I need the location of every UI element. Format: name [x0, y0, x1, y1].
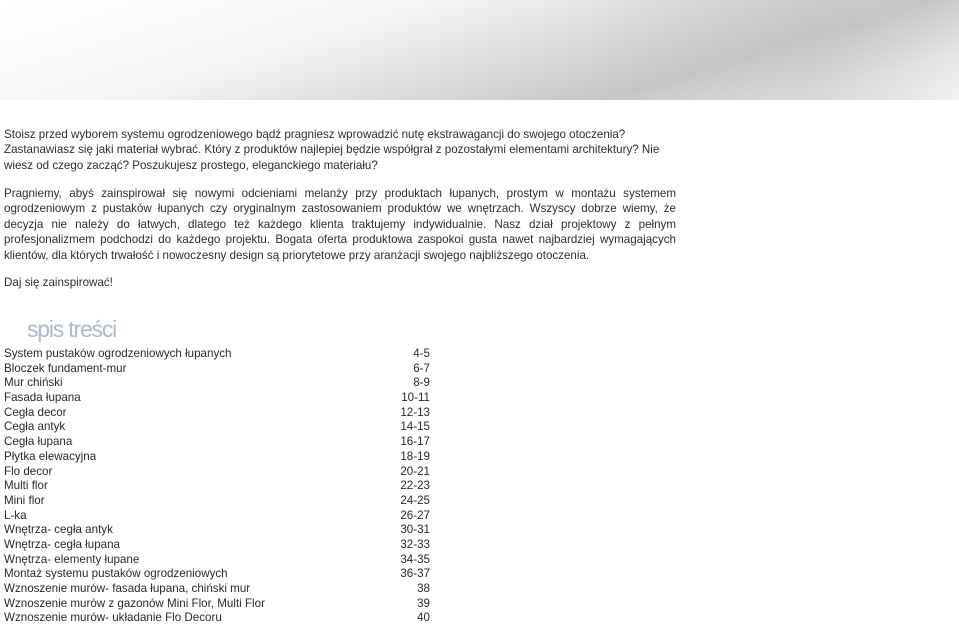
toc-row — [4, 597, 430, 612]
toc-title: Fasada łupana — [4, 391, 81, 405]
toc-row — [4, 582, 430, 597]
toc-row — [4, 376, 430, 391]
toc-page: 30-31 — [400, 523, 430, 537]
toc-page: 38 — [417, 582, 430, 595]
toc-title: Cegła łupana — [4, 435, 73, 449]
toc-page: 6-7 — [413, 361, 430, 375]
toc-row — [4, 391, 430, 406]
toc-row — [4, 523, 430, 538]
toc-page: 22-23 — [400, 479, 430, 493]
toc-page: 8-9 — [413, 376, 430, 390]
toc-row — [4, 494, 430, 509]
body-paragraph: Pragniemy, abyś zainspirował się nowymi odcieniami melanży przy produktach łupanych, prostym w montażu systemem ogrodzeniowym z pustaków łupanych czy oryginalnym zastosowaniem produktów we wnętrzach. Wszyscy dobrze wiemy, że decyzja nie należy do łatwych, dlatego też każdego klienta traktujemy indywidualnie. Nasz dział projektowy z pełnym profesjonalizmem podchodzi do każdego projektu. Bogata oferta produktowa zaspokoi gusta nawet najbardziej wymagających klientów, dla których trwałość i nowoczesny design są priorytetowe przy aranżacji swojego najbliższego otoczenia. — [4, 187, 676, 262]
toc-title: Mini flor — [4, 493, 45, 507]
toc-page: 36-37 — [400, 567, 430, 581]
toc-page: 20-21 — [400, 464, 430, 478]
toc-page: 16-17 — [400, 435, 430, 449]
toc-page: 32-33 — [400, 537, 430, 551]
toc-page: 4-5 — [413, 347, 430, 360]
toc-title: Wnętrza- cegła łupana — [4, 537, 120, 551]
toc-title: Mur chiński — [4, 376, 63, 390]
toc-title: Multi flor — [4, 479, 48, 493]
toc-page: 10-11 — [401, 391, 430, 405]
toc-page: 39 — [417, 596, 430, 610]
toc-row — [4, 509, 430, 524]
toc-page: 40 — [417, 611, 430, 625]
toc-title: Płytka elewacyjna — [4, 449, 97, 463]
toc-row — [4, 479, 430, 494]
toc-title: Flo decor — [4, 464, 53, 478]
toc-title: Wnętrza- cegła antyk — [4, 523, 113, 537]
toc-row — [4, 538, 430, 553]
toc-page: 34-35 — [400, 552, 430, 566]
toc-row — [4, 362, 430, 377]
table-of-contents — [4, 347, 430, 626]
toc-title: Bloczek fundament-mur — [4, 361, 127, 375]
toc-title: Wznoszenie murów- układanie Flo Decoru — [4, 611, 222, 625]
toc-row — [4, 553, 430, 568]
toc-title: System pustaków ogrodzeniowych łupanych — [4, 347, 232, 360]
toc-title: Wnętrza- elementy łupane — [4, 552, 140, 566]
toc-row — [4, 347, 430, 362]
toc-page: 26-27 — [400, 508, 430, 522]
toc-title: L-ka — [4, 508, 27, 522]
toc-row — [4, 435, 430, 450]
toc-page: 12-13 — [400, 405, 430, 419]
toc-title: Cegła decor — [4, 405, 67, 419]
toc-heading: spis treści — [27, 316, 117, 342]
toc-title: Cegła antyk — [4, 420, 66, 434]
toc-page: 18-19 — [400, 449, 430, 463]
toc-title: Montaż systemu pustaków ogrodzeniowych — [4, 567, 228, 581]
toc-title: Wznoszenie murów z gazonów Mini Flor, Multi Flor — [4, 596, 265, 610]
intro-paragraph: Stoisz przed wyborem systemu ogrodzeniowego bądź pragniesz wprowadzić nutę ekstrawagancji do swojego otoczenia? Zastanawiasz się jaki materiał wybrać. Który z produktów najlepiej będzie współgrał z pozostałymi elementami architektury? Nie wiesz od czego zacząć? Poszukujesz prostego, eleganckiego materiału? — [4, 128, 660, 172]
cta-text: Daj się zainspirować! — [4, 276, 113, 289]
toc-title: Wznoszenie murów- fasada łupana, chiński mur — [4, 582, 251, 595]
toc-page: 14-15 — [400, 420, 430, 434]
header-gradient-shade — [0, 0, 959, 100]
toc-row — [4, 406, 430, 421]
toc-row — [4, 465, 430, 480]
toc-page: 24-25 — [400, 493, 430, 507]
toc-row — [4, 567, 430, 582]
toc-row — [4, 450, 430, 465]
toc-row — [4, 420, 430, 435]
